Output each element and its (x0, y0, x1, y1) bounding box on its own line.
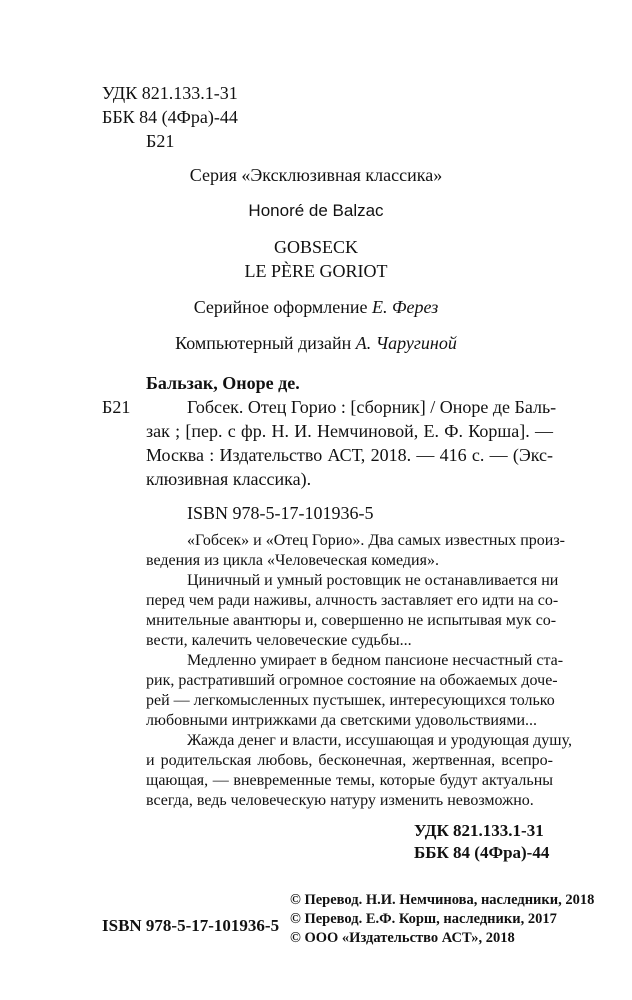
annotation-line: рей — легкомысленных пустышек, интересующихся только (146, 692, 555, 709)
computer-name: А. Чаругиной (355, 333, 457, 353)
original-title-2: LE PÈRE GORIOT (244, 261, 388, 281)
bbk-code: ББК 84 (4Фра)-44 (102, 107, 238, 127)
record-line: клюзивная классика). (146, 469, 312, 489)
series-design-credit (0, 296, 632, 318)
record-code: Б21 (102, 397, 131, 417)
annotation-line: щающая, — вневременные темы, которые будут актуальны (146, 772, 553, 789)
annotation-line: Медленно умирает в бедном пансионе несчастный ста- (187, 652, 564, 669)
annotation-line: Жажда денег и власти, иссушающая и уродующая душу, (187, 732, 572, 749)
annotation-line: всегда, ведь человеческую натуру изменить невозможно. (146, 792, 534, 809)
footer-bbk-code: ББК 84 (4Фра)-44 (414, 843, 550, 862)
original-author: Honoré de Balzac (248, 201, 384, 220)
annotation-line: и родительская любовь, бесконечная, жертвенная, всепро- (146, 752, 553, 769)
annotation-line: ведения из цикла «Человеческая комедия». (146, 552, 439, 569)
annotation-line: вести, калечить человеческие судьбы... (146, 632, 412, 649)
copyright-line: © Перевод. Е.Ф. Корш, наследники, 2017 (290, 911, 557, 927)
annotation-line: перед чем ради наживы, алчность заставляет его идти на со- (146, 592, 559, 609)
computer-label: Компьютерный дизайн (175, 333, 352, 353)
series-title: Серия «Эксклюзивная классика» (189, 165, 443, 185)
annotation-line: Циничный и умный ростовщик не останавливается ни (187, 572, 559, 589)
record-line: Гобсек. Отец Горио : [сборник] / Оноре де Баль- (187, 397, 557, 417)
udk-code: УДК 821.133.1-31 (102, 83, 238, 103)
author-mark: Б21 (146, 131, 175, 151)
annotation-line: мнительные авантюры и, совершенно не испытывая мук со- (146, 612, 557, 629)
original-title-1: GOBSECK (273, 237, 358, 257)
annotation-line: любовными интрижками да светскими удовольствиями... (146, 712, 538, 729)
design-name: Е. Ферез (372, 297, 439, 317)
computer-design-credit (0, 332, 632, 354)
footer-udk-code: УДК 821.133.1-31 (414, 821, 544, 840)
record-author: Бальзак, Оноре де. (146, 373, 300, 393)
design-label: Серийное оформление (193, 297, 368, 317)
bottom-isbn: ISBN 978-5-17-101936-5 (102, 916, 280, 935)
record-line: Москва : Издательство АСТ, 2018. — 416 с. — (Экс- (146, 445, 553, 465)
copyright-line: © Перевод. Н.И. Немчинова, наследники, 2018 (290, 892, 595, 908)
annotation-line: рик, растративший огромное состояние на обожаемых доче- (146, 672, 558, 689)
copyright-line: © ООО «Издательство АСТ», 2018 (290, 930, 515, 946)
annotation-line: «Гобсек» и «Отец Горио». Два самых известных произ- (187, 532, 565, 549)
record-line: зак ; [пер. с фр. Н. И. Немчиновой, Е. Ф. Корша]. — (146, 421, 553, 441)
record-isbn: ISBN 978-5-17-101936-5 (187, 503, 374, 523)
